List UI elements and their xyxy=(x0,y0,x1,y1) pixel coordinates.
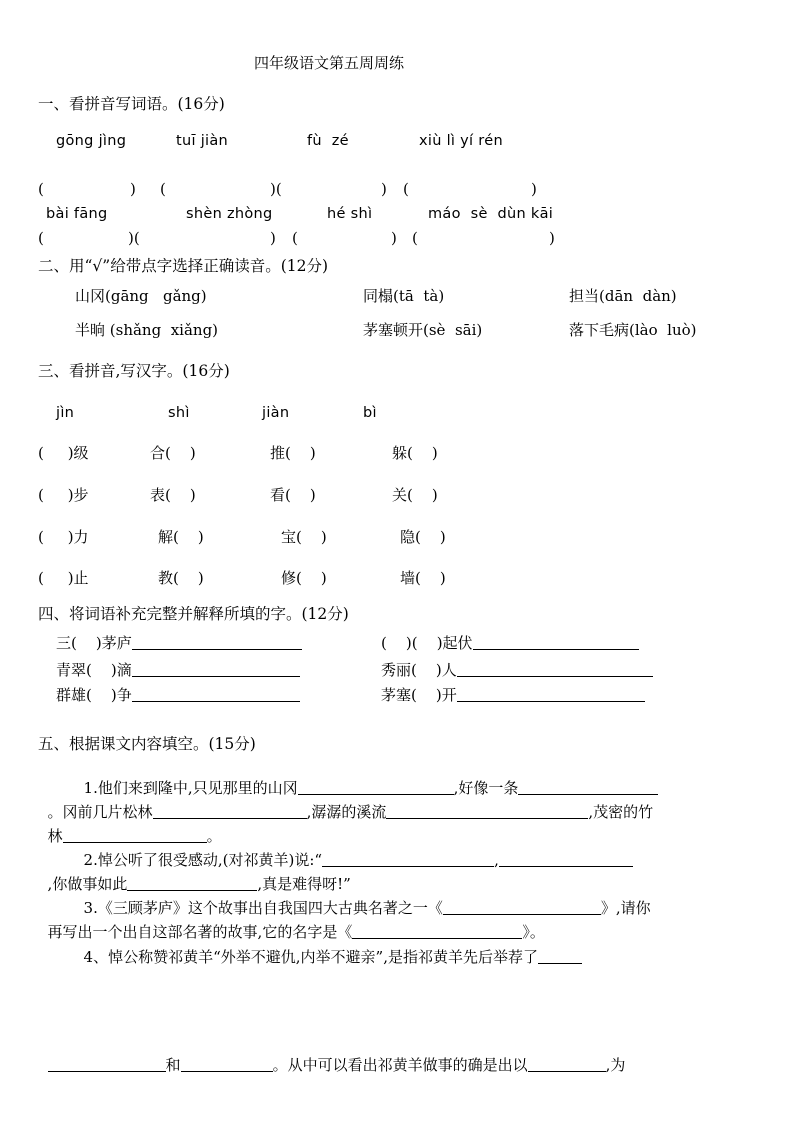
answer-line[interactable] xyxy=(386,803,588,819)
answer-line[interactable] xyxy=(457,661,653,677)
answer-bracket-right: ) xyxy=(391,229,397,247)
question-text: , xyxy=(494,851,499,869)
answer-bracket-left[interactable]: ( xyxy=(412,229,418,247)
reading-choice[interactable]: 担当(dān dàn) xyxy=(569,287,677,305)
reading-choice[interactable]: 同榻(tā tà) xyxy=(363,287,445,305)
answer-line[interactable] xyxy=(457,686,645,702)
reading-choice[interactable]: 半晌 (shǎng xiǎng) xyxy=(75,321,219,339)
question-text: ,真是难得呀!” xyxy=(257,875,351,893)
reading-choice[interactable]: 落下毛病(lào luò) xyxy=(569,321,697,339)
answer-line[interactable] xyxy=(181,1056,273,1072)
pinyin-item: máo sè dùn kāi xyxy=(428,206,554,222)
question-text: ,你做事如此 xyxy=(47,875,128,893)
answer-bracket-right: ) xyxy=(549,229,555,247)
pinyin-item: xiù lì yí rén xyxy=(419,133,503,149)
hanzi-blank[interactable]: 推( ) xyxy=(270,444,316,462)
pinyin-item: shèn zhòng xyxy=(186,206,273,222)
question-text: ,为 xyxy=(605,1056,626,1074)
hanzi-blank[interactable]: ( )级 xyxy=(38,444,89,462)
question-text: 林 xyxy=(47,827,63,845)
pinyin-item: jìn xyxy=(56,405,75,421)
idiom-item[interactable] xyxy=(56,634,302,652)
question-text: 和 xyxy=(165,1056,181,1074)
hanzi-blank[interactable]: ( )步 xyxy=(38,486,89,504)
idiom-item[interactable] xyxy=(56,686,300,704)
section-3-heading: 三、看拼音,写汉字。(16分) xyxy=(38,362,230,380)
hanzi-blank[interactable]: ( )止 xyxy=(38,569,89,587)
reading-choice[interactable]: 山冈(gāng gǎng) xyxy=(75,287,207,305)
answer-bracket-left[interactable]: ( xyxy=(160,180,166,198)
pinyin-item: shì xyxy=(168,405,190,421)
answer-line[interactable] xyxy=(528,1056,606,1072)
fill-question-4-cont xyxy=(38,1038,625,1074)
pinyin-item: bài fāng xyxy=(46,206,108,222)
question-text: 2.悼公听了很受感动,(对祁黄羊)说:“ xyxy=(83,851,323,869)
pinyin-item: jiàn xyxy=(262,405,290,421)
question-text: ,潺潺的溪流 xyxy=(306,803,387,821)
section-5-heading: 五、根据课文内容填空。(15分) xyxy=(38,735,256,753)
answer-line[interactable] xyxy=(132,634,302,650)
hanzi-blank[interactable]: 修( ) xyxy=(281,569,327,587)
answer-bracket-left[interactable]: ( xyxy=(292,229,298,247)
hanzi-blank[interactable]: 教( ) xyxy=(158,569,204,587)
answer-bracket-left[interactable]: ( xyxy=(403,180,409,198)
question-text: 3.《三顾茅庐》这个故事出自我国四大古典名著之一《 xyxy=(83,899,443,917)
question-text: 。从中可以看出祁黄羊做事的确是出以 xyxy=(272,1056,528,1074)
section-4-heading: 四、将词语补充完整并解释所填的字。(12分) xyxy=(38,605,349,623)
pinyin-item: tuī jiàn xyxy=(176,133,229,149)
answer-line[interactable] xyxy=(132,661,300,677)
hanzi-blank[interactable]: 合( ) xyxy=(150,444,196,462)
section-1-heading: 一、看拼音写词语。(16分) xyxy=(38,95,225,113)
question-text: ,好像一条 xyxy=(453,779,519,797)
answer-line[interactable] xyxy=(499,851,633,867)
hanzi-blank[interactable]: 躲( ) xyxy=(392,444,438,462)
question-text: 。冈前几片松林 xyxy=(47,803,153,821)
answer-bracket-both[interactable]: )( xyxy=(128,229,140,247)
question-text: 1.他们来到隆中,只见那里的山冈 xyxy=(83,779,298,797)
idiom-item[interactable] xyxy=(381,661,653,679)
hanzi-blank[interactable]: 表( ) xyxy=(150,486,196,504)
idiom-text: 群雄( )争 xyxy=(56,686,132,704)
answer-bracket-right: ) xyxy=(270,229,276,247)
answer-bracket-both[interactable]: )( xyxy=(270,180,282,198)
pinyin-item: hé shì xyxy=(327,206,373,222)
section-2-heading: 二、用“√”给带点字选择正确读音。(12分) xyxy=(38,257,329,275)
answer-line[interactable] xyxy=(538,948,582,964)
question-text: 4、悼公称赞祁黄羊“外举不避仇,内举不避亲”,是指祁黄羊先后举荐了 xyxy=(83,948,538,966)
idiom-item[interactable] xyxy=(381,686,645,704)
hanzi-blank[interactable]: 宝( ) xyxy=(281,528,327,546)
question-text: ,茂密的竹 xyxy=(588,803,654,821)
answer-bracket-right: ) xyxy=(531,180,537,198)
hanzi-blank[interactable]: 解( ) xyxy=(158,528,204,546)
page-title: 四年级语文第五周周练 xyxy=(254,54,405,72)
answer-line[interactable] xyxy=(132,686,300,702)
answer-bracket-left[interactable]: ( xyxy=(38,180,44,198)
question-text: 》。 xyxy=(522,923,545,941)
answer-bracket-right: ) xyxy=(130,180,136,198)
idiom-text: 茅塞( )开 xyxy=(381,686,457,704)
hanzi-blank[interactable]: 看( ) xyxy=(270,486,316,504)
answer-bracket-right: ) xyxy=(381,180,387,198)
idiom-text: 青翠( )滴 xyxy=(56,661,132,679)
reading-choice[interactable]: 茅塞顿开(sè sāi) xyxy=(363,321,483,339)
hanzi-blank[interactable]: 隐( ) xyxy=(400,528,446,546)
pinyin-item: gōng jìng xyxy=(56,133,127,149)
idiom-text: 三( )茅庐 xyxy=(56,634,132,652)
idiom-text: 秀丽( )人 xyxy=(381,661,457,679)
pinyin-item: fù zé xyxy=(307,133,349,149)
idiom-item[interactable] xyxy=(381,634,639,652)
fill-question-4 xyxy=(74,930,582,966)
question-text: 》,请你 xyxy=(600,899,651,917)
question-text: 再写出一个出自这部名著的故事,它的名字是《 xyxy=(47,923,353,941)
hanzi-blank[interactable]: ( )力 xyxy=(38,528,89,546)
answer-line[interactable] xyxy=(473,634,639,650)
answer-line[interactable] xyxy=(48,1056,166,1072)
idiom-item[interactable] xyxy=(56,661,300,679)
hanzi-blank[interactable]: 关( ) xyxy=(392,486,438,504)
pinyin-item: bì xyxy=(363,405,377,421)
hanzi-blank[interactable]: 墙( ) xyxy=(400,569,446,587)
idiom-text: ( )( )起伏 xyxy=(381,634,473,652)
answer-bracket-left[interactable]: ( xyxy=(38,229,44,247)
question-text: 。 xyxy=(206,827,222,845)
